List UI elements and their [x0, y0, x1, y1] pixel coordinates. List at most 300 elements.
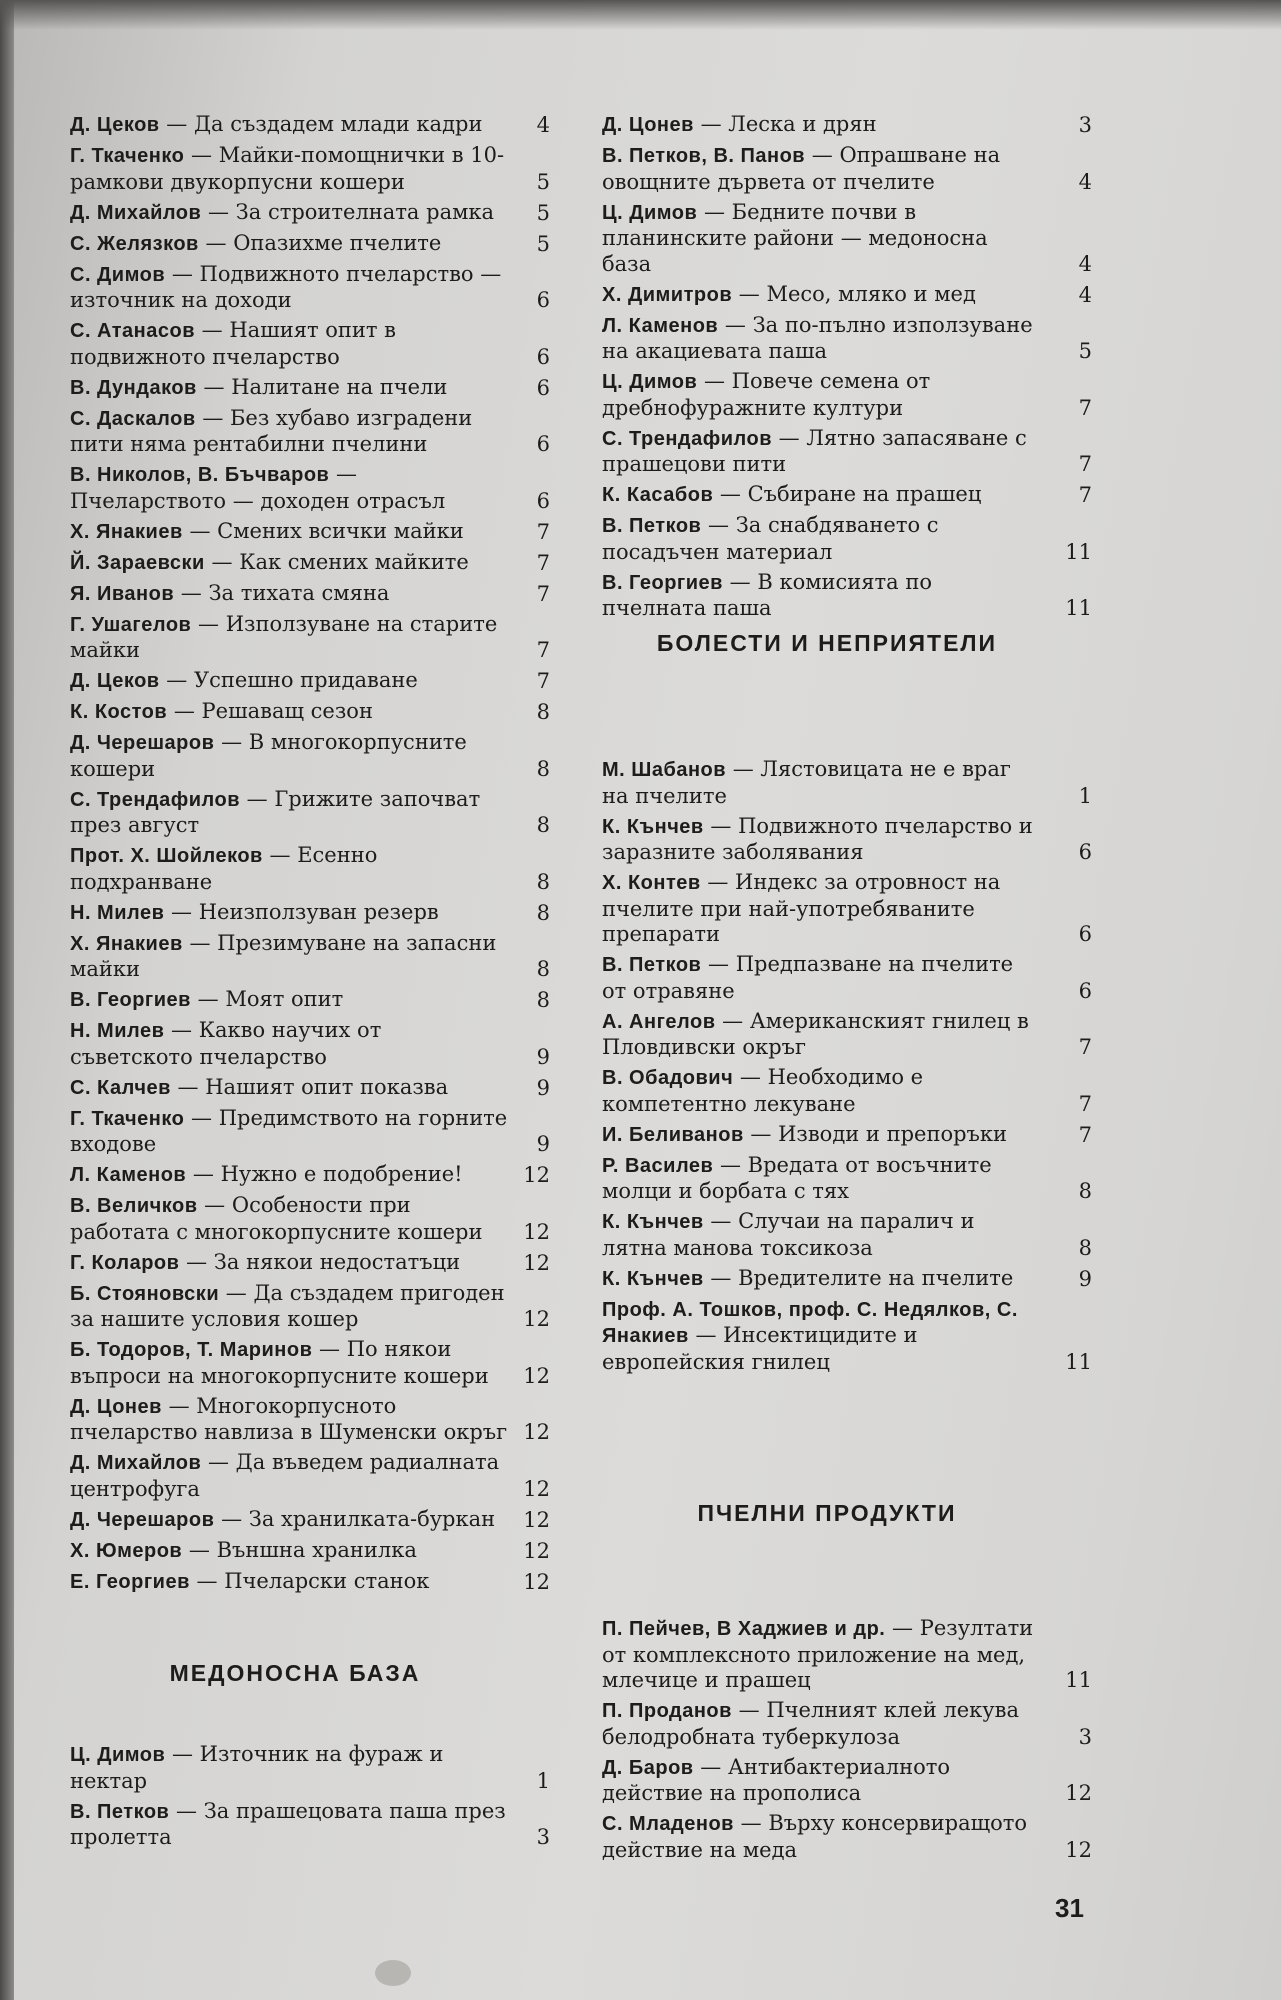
- entry-text: [70, 612, 510, 664]
- entry-text: [70, 1281, 510, 1333]
- entry-title: Антибактериалното действие на прополиса: [602, 1754, 951, 1805]
- index-entry: [602, 1698, 1092, 1750]
- entry-page-number: 12: [523, 1507, 550, 1532]
- entry-author: К. Кънчев: [602, 815, 704, 838]
- entry-text: [70, 843, 510, 895]
- entry-title: Индекс за отровност на пчелите при най-употребяваните препарати: [602, 870, 1001, 946]
- entry-title: Опазихме пчелите: [233, 230, 442, 255]
- entry-dash: —: [697, 199, 732, 224]
- entry-dash: —: [329, 462, 358, 486]
- entry-dash: —: [240, 786, 275, 811]
- entry-author: С. Трендафилов: [602, 427, 772, 450]
- index-entry: [70, 143, 550, 195]
- entry-dash: —: [713, 1152, 748, 1177]
- entry-page-number: 7: [536, 669, 550, 693]
- entry-dash: —: [693, 112, 729, 136]
- entry-author: Д. Цеков: [70, 114, 160, 136]
- entry-page-number: 7: [1078, 452, 1092, 476]
- entry-dash: —: [732, 281, 767, 306]
- entry-dash: —: [885, 1616, 920, 1640]
- entry-title: Особености при работата с многокорпусните кошери: [70, 1193, 483, 1244]
- index-entry: [70, 375, 550, 402]
- entry-text: [70, 262, 510, 314]
- index-entry: [70, 406, 550, 458]
- entry-author: К. Кънчев: [602, 1267, 704, 1290]
- index-entry: [70, 462, 550, 514]
- entry-text: [602, 1266, 1042, 1293]
- entry-page-number: 11: [1065, 596, 1092, 620]
- index-entry: [602, 1153, 1092, 1205]
- index-entry: [70, 1799, 550, 1851]
- index-entry: [602, 282, 1092, 309]
- section-heading-bolesti: БОЛЕСТИ И НЕПРИЯТЕЛИ: [656, 630, 998, 656]
- entry-text: [70, 1394, 510, 1446]
- entry-author: В. Георгиев: [602, 571, 723, 594]
- entry-page-number: 11: [1065, 539, 1092, 564]
- index-entry: [602, 1811, 1092, 1863]
- entry-author: А. Ангелов: [602, 1010, 716, 1033]
- entry-author: Г. Ткаченко: [70, 145, 185, 167]
- index-entry: [602, 570, 1092, 622]
- entry-text: [602, 1153, 1042, 1205]
- entry-title: Външна хранилка: [216, 1537, 417, 1562]
- entry-page-number: 12: [523, 1420, 550, 1444]
- entry-title: Вредата от восъчните молци и борбата с тях: [602, 1152, 992, 1203]
- entry-title: В комисията по пчелната паша: [602, 569, 933, 620]
- index-entry: [602, 513, 1092, 565]
- index-entry: [602, 870, 1092, 948]
- entry-text: [602, 1755, 1042, 1807]
- entry-title: Пчеларството — доходен отрасъл: [70, 488, 446, 513]
- entry-page-number: 12: [523, 1219, 550, 1244]
- entry-title: Решаващ сезон: [201, 699, 373, 723]
- entry-page-number: 8: [536, 756, 550, 781]
- entry-title: За хранилката-буркан: [248, 1506, 496, 1531]
- entry-page-number: 11: [1065, 1668, 1092, 1692]
- page-number: 31: [1055, 1893, 1084, 1923]
- entry-page-number: 4: [1078, 169, 1092, 194]
- entry-page-number: 7: [536, 581, 550, 606]
- entry-dash: —: [731, 1698, 767, 1722]
- entry-author: Х. Янакиев: [70, 932, 183, 955]
- entry-text: [70, 143, 510, 195]
- entry-page-number: 1: [536, 1768, 550, 1793]
- entry-author: П. Проданов: [602, 1700, 732, 1722]
- entry-dash: —: [693, 1754, 728, 1779]
- entry-text: [602, 1616, 1042, 1694]
- index-entry: [70, 1018, 550, 1070]
- entry-author: В. Николов, В. Бъчваров: [70, 464, 330, 486]
- entry-author: С. Атанасов: [70, 320, 195, 342]
- entry-author: И. Беливанов: [602, 1123, 744, 1146]
- entry-dash: —: [214, 1506, 249, 1531]
- index-entry: [602, 1122, 1092, 1149]
- entry-page-number: 12: [1065, 1781, 1092, 1805]
- index-entry: [602, 757, 1092, 809]
- entry-author: Ц. Димов: [70, 1744, 166, 1766]
- entry-page-number: 8: [536, 900, 550, 925]
- medonosna-baza-list: [70, 1742, 550, 1855]
- entry-text: [602, 1698, 1042, 1750]
- index-entry: [70, 200, 550, 227]
- entry-page-number: 6: [536, 432, 550, 456]
- entry-dash: —: [159, 112, 194, 136]
- index-entry: [602, 143, 1092, 195]
- entry-text: [70, 462, 510, 514]
- entry-title: Инсектицидите и европейския гнилец: [602, 1323, 918, 1374]
- entry-author: Б. Тодоров, Т. Маринов: [70, 1339, 313, 1361]
- paper-stain: [375, 1960, 411, 1986]
- entry-dash: —: [703, 813, 739, 838]
- entry-title: Да създадем пригоден за нашите условия кошер: [70, 1280, 505, 1331]
- entry-page-number: 12: [523, 1476, 550, 1501]
- entry-dash: —: [772, 425, 807, 450]
- entry-page-number: 1: [1078, 783, 1092, 808]
- entry-title: Американският гнилец в Пловдивски окръг: [602, 1008, 1029, 1059]
- entry-text: [602, 1009, 1042, 1061]
- entry-author: В. Обадович: [602, 1067, 734, 1089]
- entry-author: Д. Черешаров: [70, 732, 215, 754]
- entry-page-number: 8: [536, 988, 550, 1012]
- entry-text: [70, 1018, 510, 1070]
- entry-text: [602, 482, 1042, 509]
- entry-page-number: 12: [523, 1163, 550, 1187]
- entry-text: [602, 282, 1042, 309]
- entry-dash: —: [700, 870, 736, 894]
- entry-title: Нужно е подобрение!: [220, 1162, 463, 1186]
- entry-page-number: 7: [536, 519, 550, 544]
- entry-text: [70, 1742, 510, 1794]
- right-column-index: [602, 112, 1092, 626]
- entry-title: За снабдяването с посадъчен материал: [602, 513, 939, 564]
- entry-author: В. Петков: [602, 515, 702, 537]
- entry-dash: —: [722, 569, 758, 594]
- entry-page-number: 5: [536, 169, 550, 194]
- entry-text: [70, 1193, 510, 1245]
- index-entry: [70, 231, 550, 258]
- entry-text: [602, 369, 1042, 421]
- entry-page-number: 8: [536, 869, 550, 894]
- entry-text: [602, 1811, 1042, 1863]
- entry-text: [70, 1799, 510, 1851]
- entry-author: В. Петков: [602, 954, 702, 976]
- index-entry: [602, 313, 1092, 365]
- entry-title: Неизползуван резерв: [198, 899, 439, 924]
- entry-title: По някои въпроси на многокорпусните кошери: [70, 1337, 489, 1388]
- index-entry: [70, 1394, 550, 1446]
- entry-title: Какво научих от съветското пчеларство: [70, 1018, 382, 1069]
- entry-page-number: 9: [536, 1075, 550, 1100]
- entry-title: Опрашване на овощните дървета от пчелите: [602, 143, 1001, 194]
- index-entry: [602, 1297, 1092, 1376]
- index-entry: [602, 1616, 1092, 1694]
- entry-author: Д. Цонев: [70, 1395, 162, 1418]
- entry-page-number: 9: [536, 1044, 550, 1069]
- index-entry: [70, 519, 550, 546]
- entry-dash: —: [805, 143, 840, 167]
- entry-page-number: 6: [1078, 922, 1092, 946]
- entry-dash: —: [182, 930, 218, 955]
- entry-title: Случаи на паралич и лятна манова токсикоза: [602, 1209, 975, 1260]
- entry-dash: —: [198, 230, 234, 255]
- entry-author: Д. Баров: [602, 1756, 694, 1779]
- entry-page-number: 4: [536, 113, 550, 137]
- entry-dash: —: [204, 549, 240, 574]
- entry-dash: —: [184, 143, 219, 167]
- entry-page-number: 7: [1078, 1035, 1092, 1059]
- entry-author: Р. Василев: [602, 1154, 714, 1177]
- entry-page-number: 6: [1078, 978, 1092, 1003]
- entry-title: Необходимо е компетентно лекуване: [602, 1065, 924, 1116]
- entry-title: Подвижното пчеларство и заразните заболявания: [602, 813, 1033, 864]
- entry-text: [70, 931, 510, 983]
- entry-dash: —: [195, 318, 230, 342]
- entry-text: [70, 668, 510, 695]
- entry-dash: —: [186, 1162, 221, 1186]
- entry-page-number: 7: [536, 550, 550, 575]
- entry-page-number: 6: [536, 375, 550, 400]
- entry-dash: —: [164, 1018, 199, 1042]
- entry-text: [70, 200, 510, 227]
- entry-text: [602, 513, 1042, 565]
- entry-dash: —: [195, 405, 230, 430]
- entry-title: Лятно запасяване с прашецови пити: [602, 425, 1027, 476]
- entry-page-number: 8: [1078, 1235, 1092, 1260]
- entry-author: Г. Ушагелов: [70, 613, 192, 636]
- entry-title: Налитане на пчели: [231, 374, 448, 399]
- entry-title: Предпазване на пчелите от отравяне: [602, 952, 1014, 1003]
- entry-page-number: 7: [1078, 1091, 1092, 1116]
- entry-page-number: 8: [536, 813, 550, 837]
- entry-author: Д. Цонев: [602, 114, 694, 136]
- entry-author: Х. Юмеров: [70, 1539, 183, 1562]
- entry-dash: —: [733, 1811, 769, 1835]
- entry-author: Н. Милев: [70, 901, 165, 924]
- entry-title: Есенно подхранване: [70, 843, 378, 894]
- entry-dash: —: [703, 1265, 739, 1290]
- entry-author: В. Величков: [70, 1195, 198, 1217]
- entry-page-number: 9: [536, 1132, 550, 1156]
- entry-title: Повече семена от дребнофуражните култури: [602, 369, 931, 420]
- index-entry: [70, 987, 550, 1014]
- index-entry: [70, 1337, 550, 1389]
- entry-title: Смених всички майки: [217, 518, 464, 543]
- entry-dash: —: [161, 1393, 197, 1418]
- entry-title: Нашият опит показва: [205, 1074, 449, 1099]
- entry-author: М. Шабанов: [602, 759, 727, 781]
- entry-author: Л. Каменов: [602, 314, 719, 337]
- entry-text: [602, 814, 1042, 866]
- index-entry: [70, 1106, 550, 1158]
- entry-author: В. Георгиев: [70, 989, 191, 1011]
- index-entry: [70, 1507, 550, 1534]
- entry-dash: —: [262, 843, 298, 867]
- entry-page-number: 3: [1078, 1724, 1092, 1749]
- entry-text: [602, 200, 1042, 278]
- entry-dash: —: [701, 513, 736, 537]
- entry-title: Пчеларски станок: [224, 1568, 430, 1593]
- entry-dash: —: [196, 374, 232, 399]
- index-entry: [70, 699, 550, 726]
- entry-author: В. Петков, В. Панов: [602, 145, 806, 167]
- entry-author: П. Пейчев, В Хаджиев и др.: [602, 1618, 886, 1640]
- entry-author: Ц. Димов: [602, 371, 698, 393]
- entry-text: [602, 1209, 1042, 1261]
- entry-text: [70, 1250, 510, 1277]
- entry-dash: —: [201, 1450, 236, 1474]
- entry-dash: —: [201, 199, 236, 224]
- entry-text: [70, 318, 510, 370]
- entry-author: В. Петков: [70, 1800, 170, 1823]
- entry-text: [602, 757, 1042, 809]
- entry-text: [70, 1538, 510, 1565]
- entry-page-number: 8: [1078, 1179, 1092, 1203]
- entry-text: [70, 730, 510, 782]
- entry-author: Н. Милев: [70, 1020, 165, 1042]
- index-entry: [602, 1209, 1092, 1261]
- entry-author: Д. Михайлов: [70, 1452, 202, 1474]
- index-entry: [602, 200, 1092, 278]
- entry-dash: —: [165, 1742, 200, 1766]
- entry-page-number: 12: [1065, 1837, 1092, 1862]
- entry-title: Резултати от комплексното прилoжение на мед, млечице и прашец: [602, 1616, 1034, 1692]
- index-entry: [70, 1162, 550, 1189]
- index-entry: [70, 1742, 550, 1794]
- entry-dash: —: [703, 1209, 739, 1233]
- entry-dash: —: [701, 952, 736, 976]
- entry-text: [70, 375, 510, 402]
- entry-author: С. Желязков: [70, 232, 199, 255]
- entry-page-number: 9: [1078, 1266, 1092, 1291]
- entry-title: За по-пълно използуване на акациевата паша: [602, 312, 1033, 363]
- entry-page-number: 8: [536, 957, 550, 981]
- entry-text: [70, 1106, 510, 1158]
- entry-title: Успешно придаване: [193, 668, 418, 692]
- entry-title: Грижите започват през август: [70, 786, 481, 837]
- index-entry: [70, 668, 550, 695]
- entry-page-number: 7: [536, 638, 550, 662]
- index-entry: [602, 1755, 1092, 1807]
- entry-dash: —: [688, 1323, 724, 1347]
- entry-dash: —: [718, 312, 753, 337]
- entry-page-number: 12: [523, 1363, 550, 1388]
- entry-author: С. Трендафилов: [70, 788, 240, 811]
- entry-page-number: 7: [1078, 483, 1092, 507]
- entry-title: Пчелният клей лекува белодробната туберкулоза: [602, 1698, 1019, 1749]
- entry-dash: —: [179, 1249, 214, 1274]
- entry-text: [602, 952, 1042, 1004]
- entry-title: Източник на фураж и нектар: [70, 1742, 444, 1793]
- entry-text: [602, 1065, 1042, 1117]
- index-entry: [602, 1266, 1092, 1293]
- entry-text: [602, 570, 1042, 622]
- section-heading-medonosna-baza: МЕДОНОСНА БАЗА: [169, 1660, 421, 1686]
- entry-author: К. Костов: [70, 701, 168, 723]
- entry-page-number: 7: [1078, 395, 1092, 420]
- entry-author: Х. Янакиев: [70, 520, 183, 543]
- entry-title: Изводи и препоръки: [778, 1121, 1008, 1146]
- entry-dash: —: [697, 369, 732, 393]
- entry-page-number: 6: [536, 488, 550, 513]
- entry-text: [70, 1337, 510, 1389]
- entry-author: Х. Контев: [602, 872, 701, 894]
- index-entry: [70, 1193, 550, 1245]
- entry-title: В многокорпусните кошери: [70, 730, 467, 781]
- index-entry: [70, 581, 550, 608]
- index-entry: [70, 900, 550, 927]
- entry-title: Да въведем радиалната центрофуга: [70, 1450, 500, 1501]
- index-entry: [70, 612, 550, 664]
- entry-title: Подвижното пчеларство — източник на доходи: [70, 261, 502, 312]
- index-entry: [70, 1450, 550, 1502]
- entry-title: Майки-помощнички в 10-рамкови двукорпусни кошери: [70, 143, 505, 194]
- index-entry: [70, 843, 550, 895]
- entry-text: [70, 1075, 510, 1102]
- entry-text: [602, 313, 1042, 365]
- entry-text: [70, 581, 510, 608]
- entry-page-number: 6: [536, 344, 550, 369]
- entry-text: [70, 406, 510, 458]
- entry-text: [602, 1297, 1042, 1376]
- entry-title: Бедните почви в планинските райони — медоносна база: [602, 199, 988, 276]
- entry-page-number: 12: [523, 1569, 550, 1594]
- entry-dash: —: [170, 1074, 206, 1099]
- entry-author: Д. Цеков: [70, 670, 160, 692]
- entry-text: [70, 519, 510, 546]
- entry-author: В. Дундаков: [70, 376, 197, 399]
- entry-title: Презимуване на запасни майки: [70, 930, 497, 981]
- entry-text: [70, 699, 510, 726]
- index-entry: [70, 931, 550, 983]
- entry-dash: —: [743, 1121, 779, 1146]
- index-entry: [602, 112, 1092, 139]
- entry-dash: —: [182, 1537, 217, 1562]
- entry-dash: —: [197, 1193, 232, 1217]
- index-entry: [70, 787, 550, 839]
- entry-page-number: 11: [1065, 1349, 1092, 1374]
- entry-title: Многокорпусното пчеларство навлиза в Шуменски окръг: [70, 1393, 508, 1444]
- entry-page-number: 7: [1078, 1122, 1092, 1147]
- entry-title: За някои недостатъци: [213, 1249, 461, 1274]
- entry-dash: —: [165, 261, 200, 286]
- entry-dash: —: [189, 1568, 225, 1593]
- entry-text: [70, 1162, 510, 1189]
- entry-dash: —: [733, 1065, 768, 1089]
- entry-text: [602, 143, 1042, 195]
- entry-title: Нашият опит в подвижното пчеларство: [70, 318, 397, 369]
- index-entry: [602, 952, 1092, 1004]
- entry-dash: —: [715, 1008, 750, 1033]
- entry-page-number: 12: [523, 1538, 550, 1563]
- entry-title: Леска и дрян: [728, 112, 877, 136]
- entry-author: Л. Каменов: [70, 1164, 187, 1186]
- entry-page-number: 4: [1078, 251, 1092, 276]
- entry-author: Д. Михайлов: [70, 201, 202, 224]
- index-entry: [70, 262, 550, 314]
- entry-dash: —: [312, 1337, 347, 1361]
- entry-author: Е. Георгиев: [70, 1570, 190, 1593]
- entry-page-number: 5: [1078, 339, 1092, 363]
- entry-author: Я. Иванов: [70, 582, 175, 605]
- entry-title: Предимството на горните входове: [70, 1105, 508, 1156]
- entry-text: [70, 1507, 510, 1534]
- entry-title: Вредителите на пчелите: [738, 1265, 1014, 1290]
- index-entry: [602, 426, 1092, 478]
- entry-text: [70, 987, 510, 1014]
- index-entry: [602, 1009, 1092, 1061]
- left-column-index: [70, 112, 550, 1600]
- entry-author: Х. Димитров: [602, 283, 733, 306]
